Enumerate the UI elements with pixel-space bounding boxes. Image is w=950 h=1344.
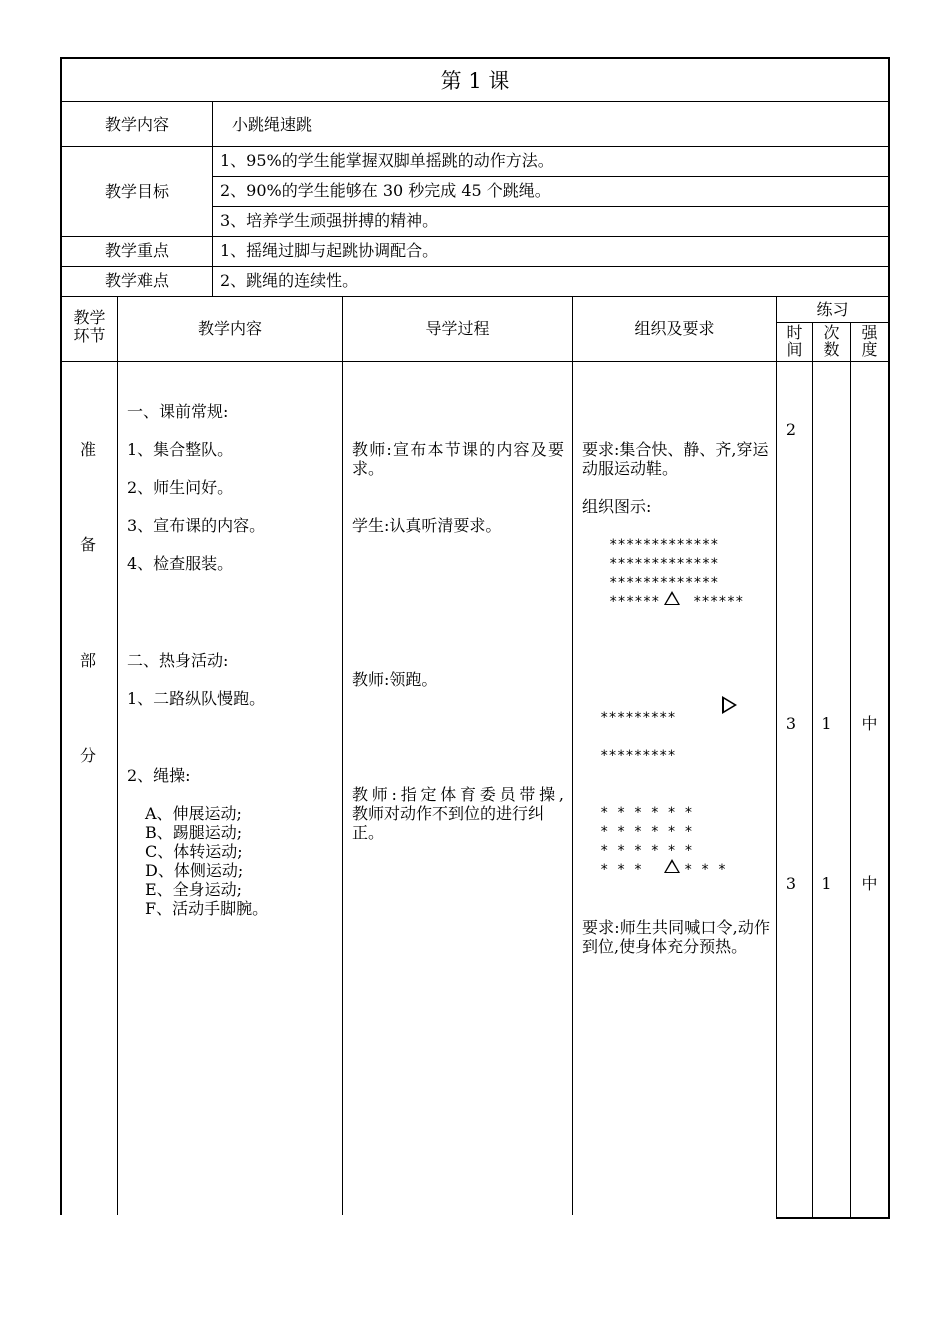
phase-char: 分 <box>80 746 97 765</box>
difficulty-value: 2、跳绳的连续性。 <box>220 271 359 290</box>
phase-char: 部 <box>80 651 97 670</box>
list-item: 1、集合整队。 <box>127 440 234 459</box>
list-item: C、体转运动; <box>145 842 243 861</box>
goal-label: 教学目标 <box>104 182 169 201</box>
diagram-label: 组织图示: <box>582 497 652 516</box>
count-header: 次 数 <box>823 323 840 359</box>
goal-3: 3、培养学生顽强拼搏的精神。 <box>220 211 439 230</box>
time-value: 3 <box>785 714 797 733</box>
list-item: 3、宣布课的内容。 <box>127 516 266 535</box>
list-item: D、体侧运动; <box>145 861 244 880</box>
org-requirement-2: 要求:师生共同喊口令,动作到位,使身体充分预热。 <box>582 918 770 956</box>
content-value: 小跳绳速跳 <box>232 115 313 134</box>
count-value: 1 <box>821 874 832 893</box>
practice-header: 练习 <box>816 300 849 319</box>
routine-heading: 一、课前常规: <box>127 402 229 421</box>
goal-1: 1、95%的学生能掌握双脚单摇跳的动作方法。 <box>220 151 554 170</box>
list-item: 4、检查服装。 <box>127 554 234 573</box>
key-value: 1、摇绳过脚与起跳协调配合。 <box>220 241 439 260</box>
count-value: 1 <box>821 714 832 733</box>
warmup-heading: 二、热身活动: <box>127 651 229 670</box>
org-header: 组织及要求 <box>634 319 715 338</box>
list-item: A、伸展运动; <box>145 804 242 823</box>
guide-teacher-announce: 教师:宣布本节课的内容及要求。 <box>352 440 564 478</box>
guide-teacher-lead: 教师:领跑。 <box>352 670 438 689</box>
org-requirement-1: 要求:集合快、静、齐,穿运动服运动鞋。 <box>582 440 769 478</box>
time-value: 2 <box>785 420 797 439</box>
phase-char: 准 <box>80 440 97 459</box>
intensity-value: 中 <box>861 714 878 733</box>
key-label: 教学重点 <box>104 241 169 260</box>
rope-heading: 2、绳操: <box>127 766 191 785</box>
difficulty-label: 教学难点 <box>104 271 169 290</box>
phase-char: 备 <box>80 535 97 554</box>
guide-header: 导学过程 <box>425 319 490 338</box>
list-item: E、全身运动; <box>145 880 243 899</box>
lesson-title: 第 1 课 <box>440 69 510 93</box>
guide-teacher-exercise: 教师:指定体育委员带操, 教师对动作不到位的进行纠正。 <box>352 785 564 842</box>
intensity-value: 中 <box>861 874 878 893</box>
content-label: 教学内容 <box>104 115 169 134</box>
list-item: B、踢腿运动; <box>145 823 243 842</box>
goal-2: 2、90%的学生能够在 30 秒完成 45 个跳绳。 <box>220 181 551 200</box>
content-header: 教学内容 <box>197 319 262 338</box>
rope-exercise-list <box>145 804 268 918</box>
phase-header: 教学 环节 <box>73 308 106 345</box>
list-item: 1、二路纵队慢跑。 <box>127 689 266 708</box>
guide-student-listen: 学生:认真听清要求。 <box>352 516 502 535</box>
lesson-plan-page: 第 1 课 教学内容 小跳绳速跳 教学目标 1、95%的学生能掌握双脚单摇跳的动作方法。 2、90%的学生能够在 30 秒完成 45 个跳绳。 3、培养学生顽强拼搏的精神。 教学重点 1、摇绳过脚与起跳协调配合。 教学难点 2、跳绳的连续性。 教学 环节 教学内容 导学过程 组织及要求 练习 时 间 次 数 强 度 准 备 部 分 一、课前常规: 1、集合整队。 2、师生问好。 3、宣布课的内容。 4、检查服装。 二、热身活动: 1、二路纵队慢跑。 2、绳操: A、伸展运动; B、踢腿运动; C、体转运动; D、体侧运动; E、全身运动; F、活动手脚腕。 教师:宣布本节课的内容及要求。 学生:认真听清要求。 教师:领跑。 教师:指定体育委员带操, 教师对动作不到位的进行纠正。 要求:集合快、静、齐,穿运动服运动鞋。 组织图示: ************* ************* ************* ****** ****** ********* ********* * * * * * * * * * * * * * * * * * * * * * * * * 要求:师生共同喊口令,动作到位,使身体充分预热。 2 3 1 中 3 1 中 <box>0 0 950 1344</box>
list-item: 2、师生问好。 <box>127 478 234 497</box>
intensity-header: 强 度 <box>861 323 878 359</box>
time-value: 3 <box>785 874 797 893</box>
time-header: 时 间 <box>786 323 803 359</box>
list-item: F、活动手脚腕。 <box>145 899 269 918</box>
